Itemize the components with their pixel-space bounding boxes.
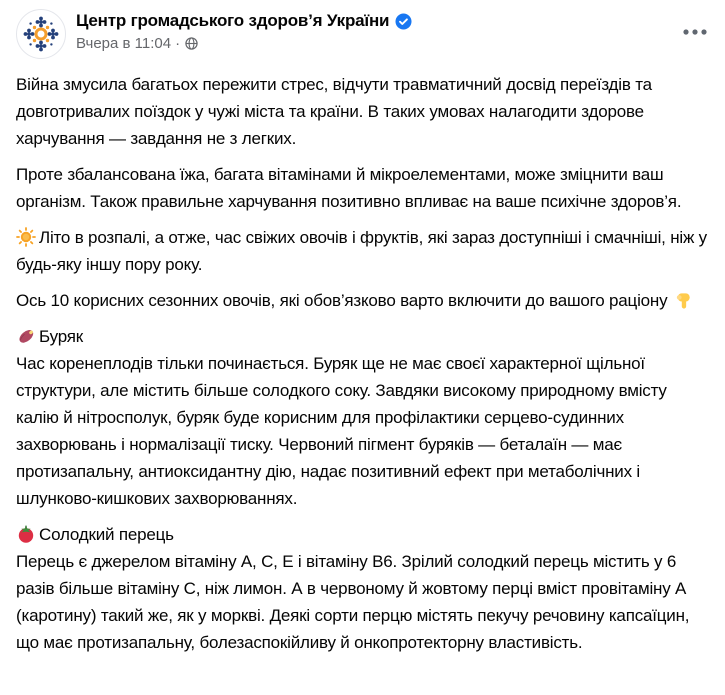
section-heading xyxy=(16,323,709,350)
phc-ukraine-logo-icon xyxy=(17,10,65,58)
tomato-emoji xyxy=(16,524,36,544)
post-paragraph xyxy=(16,161,709,215)
more-options-icon xyxy=(682,28,708,36)
page-avatar[interactable] xyxy=(16,9,66,59)
post-paragraph xyxy=(16,224,709,278)
section-title: Солодкий перець xyxy=(39,525,174,544)
post-header xyxy=(0,0,725,65)
page-name-link[interactable]: Центр громадського здоров’я України xyxy=(76,11,390,30)
pointing-down-emoji xyxy=(674,291,693,310)
paragraph-text: Літо в розпалі, а отже, час свіжих овочів і фруктів, які зараз доступніші і смачніші, ніж у будь-яку іншу пору року. xyxy=(16,228,707,274)
post-section-beetroot xyxy=(16,323,709,512)
globe-icon xyxy=(185,37,198,50)
header-text xyxy=(76,9,412,52)
section-heading xyxy=(16,521,709,548)
more-options-button[interactable] xyxy=(677,18,713,46)
section-title: Буряк xyxy=(39,327,83,346)
paragraph-text: Ось 10 корисних сезонних овочів, які обов’язково варто включити до вашого раціону xyxy=(16,291,668,310)
sun-emoji xyxy=(16,227,36,247)
post-meta xyxy=(76,35,412,52)
section-body: Перець є джерелом вітаміну А, С, Е і вітаміну В6. Зрілий солодкий перець містить у 6 разів більше вітаміну С, ніж лимон. А в червоному й жовтому перці вміст провітаміну А (каротину) такий же, як у моркві. Деякі сорти перцю містять пекучу речовину капсаїцин, що має протизапальну, болезаспокійливу й онкопротекторну властивість. xyxy=(16,552,690,652)
post-section-pepper xyxy=(16,521,709,656)
section-body: Час коренеплодів тільки починається. Буряк ще не має своєї характерної щільної структури, але містить більше солодкого соку. Завдяки високому природному вмісту калію й нітросполук, буряк буде корисним для профілактики серцево-судинних захворювань і нормалізації тиску. Червоний пігмент буряків — беталаїн — має протизапальну, антиоксидантну дію, надає позитивний ефект при метаболічних і шлунково-кишкових захворюваннях. xyxy=(16,354,667,508)
verified-badge-icon xyxy=(395,13,412,30)
post-paragraph xyxy=(16,71,709,152)
paragraph-text: Війна змусила багатьох пережити стрес, відчути травматичний досвід переїздів та довготривалих поїздок у чужі міста та країни. В таких умовах налагодити здорове харчування — завдання не з легких. xyxy=(16,75,652,148)
post-content xyxy=(0,65,725,679)
sweet-potato-emoji xyxy=(16,326,36,346)
post-paragraph xyxy=(16,287,709,314)
paragraph-text: Проте збалансована їжа, багата вітамінами й мікроелементами, може зміцнити ваш організм. Також правильне харчування позитивно впливає на ваше психічне здоров’я. xyxy=(16,165,682,211)
meta-separator: · xyxy=(175,35,181,52)
timestamp-link[interactable]: Вчера в 11:04 xyxy=(76,35,172,52)
